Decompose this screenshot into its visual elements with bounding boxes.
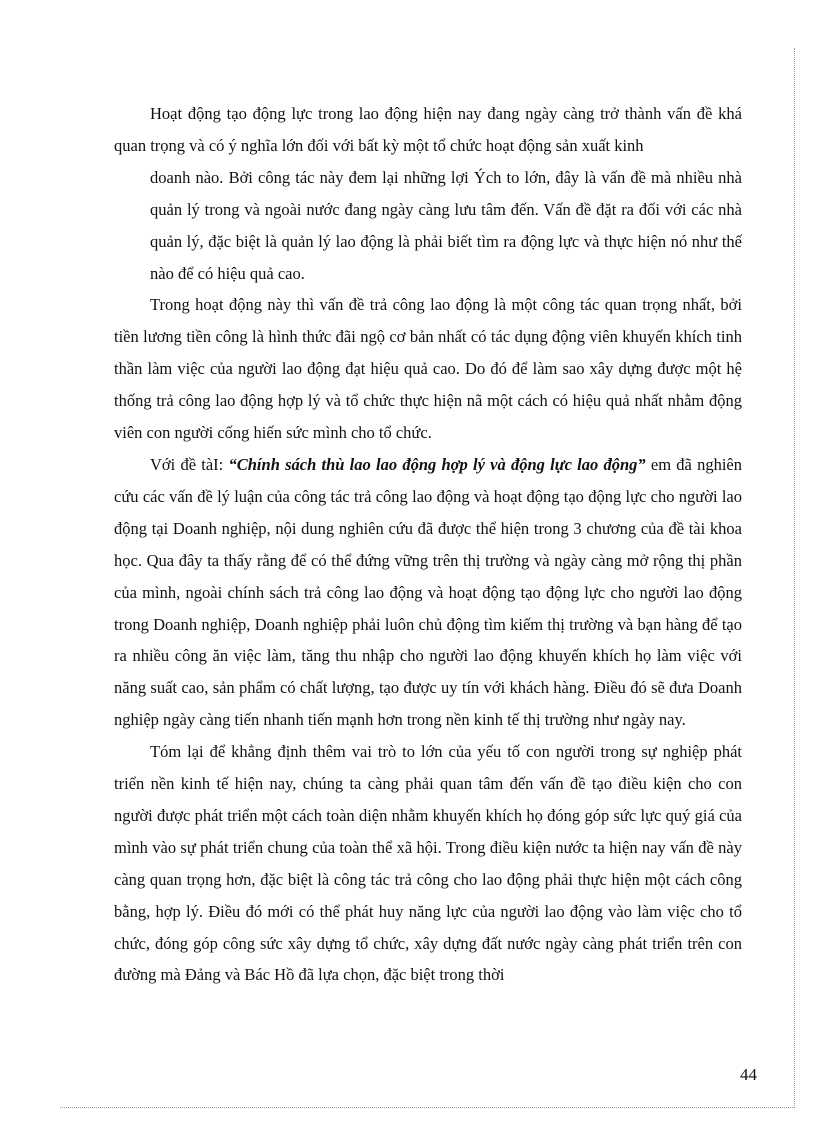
paragraph-3-body: em đã nghiên cứu các vấn đề lý luận của công tác trả công lao động và hoạt động tạo động lực cho người lao động tại Doanh nghiệp, nội dung nghiên cứu đã được thể hiện trong 3 chương của đề tài khoa học. Qua đây ta thấy rằng để có thể đứng vững trên thị trường và ngày càng mở rộng thị phần của mình, ngoài chính sách trả công lao động và hoạt động tạo động lực cho người lao động trong Doanh nghiệp, Doanh nghiệp phải luôn chủ động tìm kiếm thị trường và bạn hàng để tạo ra nhiều công ăn việc làm, tăng thu nhập cho người lao động khuyến khích họ làm việc với năng suất cao, sản phẩm có chất lượng, tạo được uy tín với khách hàng. Điều đó sẽ đưa Doanh nghiệp ngày càng tiến nhanh tiến mạnh hơn trong nền kinh tế thị trường như ngày nay. xyxy=(114,454,742,730)
paragraph-1 xyxy=(114,98,742,289)
thesis-title: “Chính sách thù lao lao động hợp lý và động lực lao động” xyxy=(228,454,646,474)
paragraph-1-continued: doanh nào. Bởi công tác này đem lại những lợi Ých to lớn, đây là vấn đề mà nhiều nhà quản lý trong và ngoài nước đang ngày càng lưu tâm đến. Vấn đề đặt ra đối với các nhà quản lý, đặc biệt là quản lý lao động là phải biết tìm ra động lực và thực hiện nó như thế nào để có hiệu quả cao. xyxy=(150,167,742,283)
paragraph-4: Tóm lại để khẳng định thêm vai trò to lớn của yếu tố con người trong sự nghiệp phát triển nền kinh tế hiện nay, chúng ta càng phải quan tâm đến vấn đề tạo điều kiện cho con người được phát triển một cách toàn diện nhằm khuyến khích họ đóng góp sức lực quý giá của mình vào sự phát triển chung của toàn thể xã hội. Trong điều kiện nước ta hiện nay vấn đề này càng quan trọng hơn, đặc biệt là công tác trả công cho lao động phải thực hiện một cách công bằng, hợp lý. Điều đó mới có thể phát huy năng lực của người lao động vào làm việc cho tổ chức, đóng góp công sức xây dựng tổ chức, xây dựng đất nước ngày càng phát triển trên con đường mà Đảng và Bác Hồ đã lựa chọn, đặc biệt trong thời xyxy=(114,742,742,985)
paragraph-3 xyxy=(114,449,742,736)
paragraph-1-lead: Hoạt động tạo động lực trong lao động hiện nay đang ngày càng trở thành vấn đề khá quan trọng và có ý nghĩa lớn đối với bất kỳ một tổ chức hoạt động sản xuất kinh xyxy=(114,104,742,155)
paragraph-2: Trong hoạt động này thì vấn đề trả công lao động là một công tác quan trọng nhất, bởi tiền lương tiền công là hình thức đãi ngộ cơ bản nhất có tác dụng động viên khuyến khích tinh thần làm việc của người lao động đạt hiệu quả cao. Do đó để làm sao xây dựng được một hệ thống trả công lao động hợp lý và tổ chức thực hiện nã một cách có hiệu quả nhất nhằm động viên con người cống hiến sức mình cho tổ chức. xyxy=(114,295,742,443)
body-text xyxy=(114,98,742,991)
page-number: 44 xyxy=(740,1065,757,1084)
paragraph-3-intro: Với đề tàI: xyxy=(150,454,229,474)
